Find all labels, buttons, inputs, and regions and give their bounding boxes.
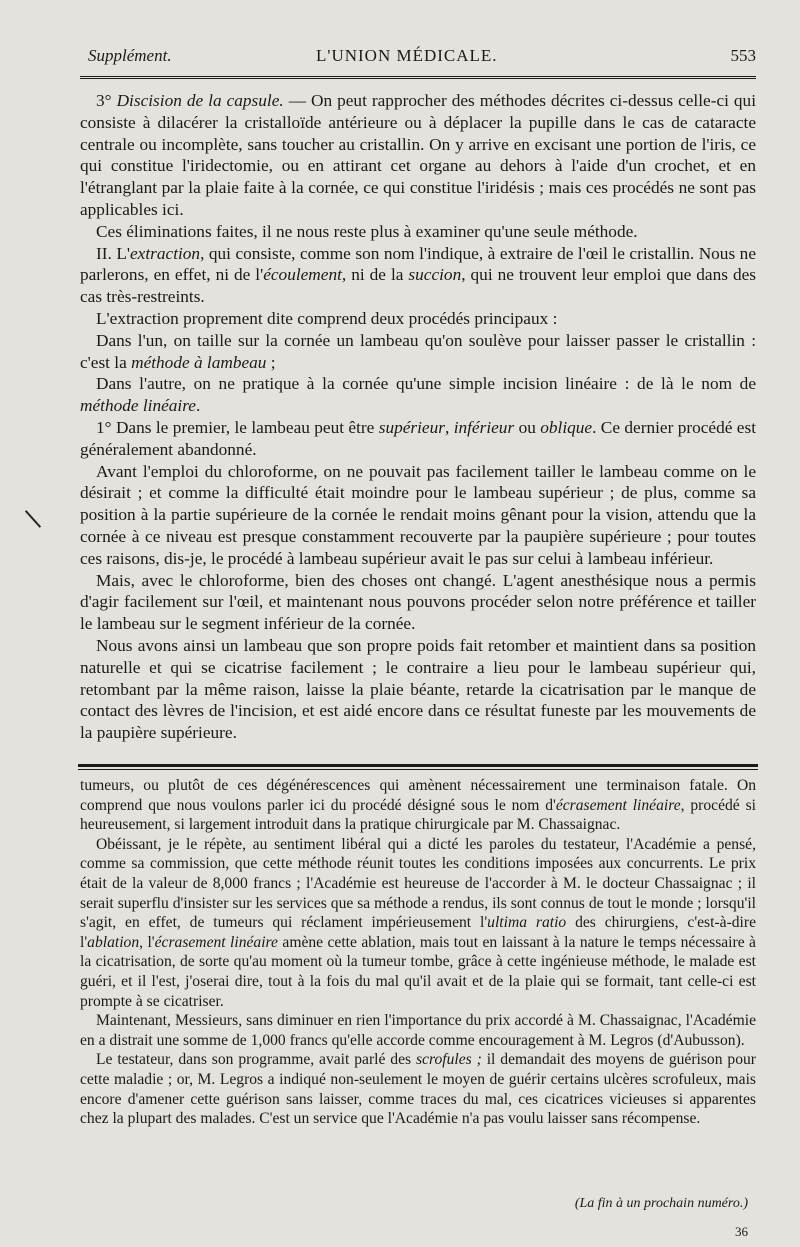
paragraph-tumors: tumeurs, ou plutôt de ces dégénérescences qui amènent nécessairement une terminaison fatale. On comprend que nous voulons parler ici du procédé désigné sous le nom d'écrasement linéaire, procédé si heureusement, si largement introduit dans la pratique chirurgicale par M. Chassaignac. xyxy=(80,777,756,834)
section-heading-discision: Discision de la capsule. xyxy=(116,91,284,110)
running-header xyxy=(88,42,756,74)
paragraph-before-chloroform: Avant l'emploi du chloroforme, on ne pouvait pas facilement tailler le lambeau comme on le désirait ; et comme la difficulté était moindre pour le lambeau supérieur ; de plus, comme sa position à la partie supérieure de la cornée le rendait moins gênant pour la vision, attendu que la cornée à ce niveau est presque constamment recouverte par la paupière supérieure ; pour toutes ces raisons, dis-je, le procédé à lambeau supérieur avait le pas sur celui à lambeau inférieur. xyxy=(80,461,756,568)
paragraph-two-procedures: L'extraction proprement dite comprend deux procédés principaux : xyxy=(96,308,558,328)
paragraph-flap-types: 1° Dans le premier, le lambeau peut être supérieur, inférieur ou oblique. Ce dernier procédé est généralement abandonné. xyxy=(80,417,757,459)
journal-title: L'UNION MÉDICALE. xyxy=(316,46,498,65)
feuilleton-separator-thin xyxy=(78,769,758,770)
paragraph-flap-method: Dans l'un, on taille sur la cornée un lambeau qu'on soulève pour laisser passer le cristallin : c'est la méthode à lambeau ; xyxy=(80,330,756,372)
page-number: 553 xyxy=(730,46,756,65)
article-top-section xyxy=(80,90,756,744)
paragraph-with-chloroform: Mais, avec le chloroforme, bien des choses ont changé. L'agent anesthésique nous a permis d'agir facilement sur l'œil, et maintenant nous pouvons procéder selon notre préférence et tailler le lambeau sur le segment inférieur de la cornée. xyxy=(80,570,756,634)
feuilleton-separator xyxy=(78,764,758,767)
continuation-note: (La fin à un prochain numéro.) xyxy=(574,1196,748,1211)
paragraph-extraction: II. L'extraction, qui consiste, comme son nom l'indique, à extraire de l'œil le cristallin. Nous ne parlerons, en effet, ni de l'écoulement, ni de la succion, qui ne trouvent leur emploi que dans des cas très-restreints. xyxy=(80,243,756,307)
paragraph-encouragement: Maintenant, Messieurs, sans diminuer en rien l'importance du prix accordé à M. Chassaignac, l'Académie en a distrait une somme de 1,000 francs qu'elle accorde comme encouragement à M. Legros (d'Aubusson). xyxy=(80,1012,756,1049)
paragraph-academy-prize: Obéissant, je le répète, au sentiment libéral qui a dicté les paroles du testateur, l'Académie a pensé, comme sa commission, que cette méthode réunit toutes les conditions imposées aux concurrents. Le prix était de la valeur de 8,000 francs ; l'Académie est heureuse de l'accorder à M. le docteur Chassaignac ; il serait superflu d'insister sur les services que sa méthode a rendus, ils sont connus de tout le monde ; lorsqu'il s'agit, en effet, de tumeurs qui réclament impérieusement l'ultima ratio des chirurgiens, c'est-à-dire l'ablation, l'écrasement linéaire amène cette ablation, mais tout en laissant à la nature le temps nécessaire à la cicatrisation, de sorte qu'au moment où la tumeur tombe, grâce à cette ingénieuse méthode, le malade est guéri, et il l'est, j'oserai dire, tout à la fois du mal qu'il avait et de la plaie qui se formait, tant celle-ci est prompte à se cicatriser. xyxy=(80,835,756,1010)
paragraph-discision: 3° Discision de la capsule. — On peut rapprocher des méthodes décrites ci-dessus celle-ci qui consiste à dilacérer la cristalloïde antérieure ou à déplacer la pupille dans le cas de cataracte centrale ou incomplète, sans toucher au cristallin. On y arrive en excisant une portion de l'iris, ce qui constitue l'iridectomie, ou en attirant cet organe au dehors à l'aide d'un crochet, et en l'étranglant par la plaie faite à la cornée, ce qui constitue l'iridésis ; mais ces procédés ne sont pas applicables ici. xyxy=(80,91,756,219)
paragraph-linear-method: Dans l'autre, on ne pratique à la cornée qu'une simple incision linéaire : de là le nom de méthode linéaire. xyxy=(80,374,756,416)
paragraph-eliminations: Ces éliminations faites, il ne nous reste plus à examiner qu'une seule méthode. xyxy=(96,221,638,241)
paragraph-scrofula: Le testateur, dans son programme, avait parlé des scrofules ; il demandait des moyens de guérison pour cette maladie ; or, M. Legros a indiqué non-seulement le moyen de guérir certains ulcères scrofuleux, mais encore d'amener cette guérison sans laisser, comme traces du mal, ces cicatrices vicieuses si apparentes chez la plupart des malades. C'est un service que l'Académie n'a pas voulu laisser sans récompense. xyxy=(80,1051,756,1128)
header-rule xyxy=(80,76,756,77)
sheet-folio: 36 xyxy=(735,1224,748,1239)
header-section-label: Supplément. xyxy=(88,46,172,65)
paragraph-flap-comparison: Nous avons ainsi un lambeau que son propre poids fait retomber et maintient dans sa position naturelle et qui se cicatrise facilement ; le contraire a lieu pour le lambeau supérieur qui, retombant par la même raison, laisse la plaie béante, retarde la cicatrisation par le manque de contact des lèvres de l'incision, et est aidé encore dans ce résultat funeste par les mouvements de la paupière supérieure. xyxy=(80,635,756,743)
header-rule-double xyxy=(80,78,756,79)
feuilleton-section xyxy=(80,776,756,1129)
margin-pen-mark xyxy=(25,510,41,528)
